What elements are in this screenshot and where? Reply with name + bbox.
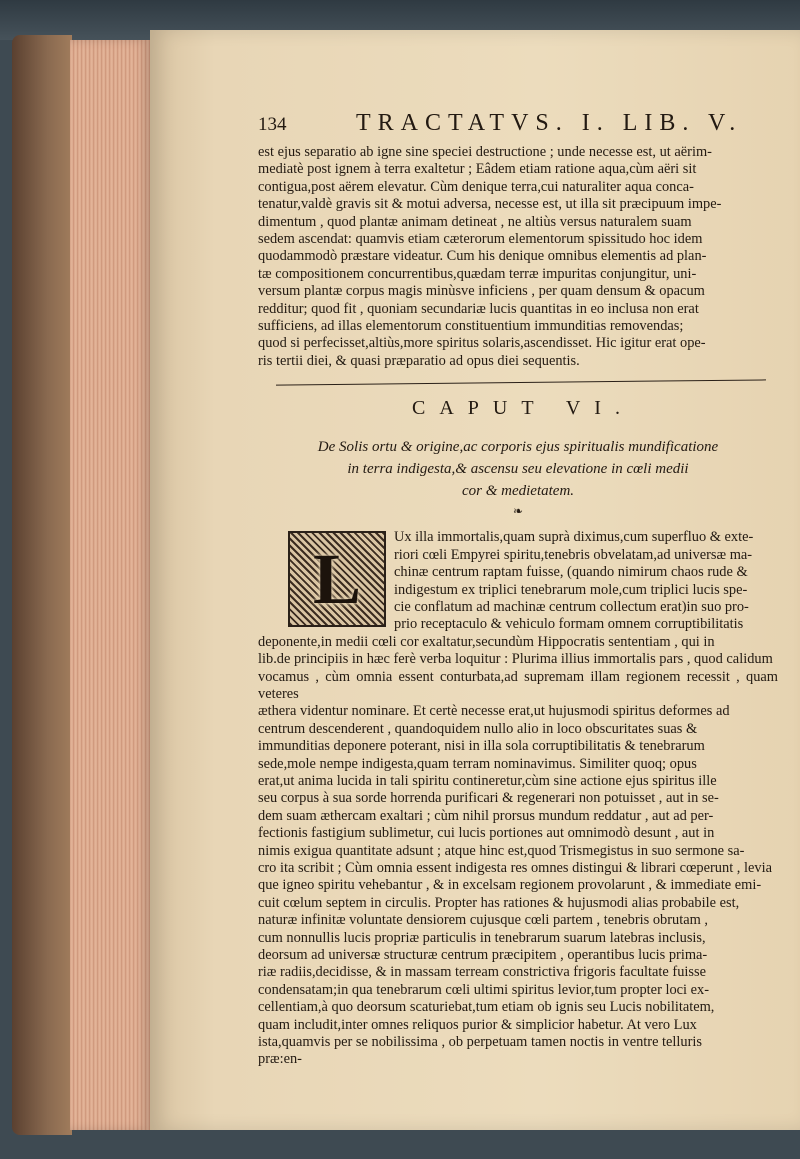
text-line: riori cœli Empyrei spiritu,tenebris obvelatam,ad universæ ma- — [394, 546, 753, 563]
page-header — [258, 110, 778, 144]
text-line: cie conflatum ad machinæ centrum collectum erat)in suo pro- — [394, 598, 749, 615]
text-line: cro ita scribit ; Cùm omnia essent indigesta res omnes distingui & librari cœperunt , levia — [258, 860, 772, 876]
text-line: cuit cœlum septem in circulis. Propter has rationes & hujusmodi alias probabile est, — [258, 894, 740, 911]
text-line: est ejus separatio ab igne sine speciei destructione ; unde necesse est, ut aërim- — [258, 144, 712, 160]
decorated-initial — [288, 531, 386, 627]
chapter-title — [258, 436, 778, 502]
text-line: dimentum , quod plantæ animam detineat , ne altiùs versus naturalem suam — [258, 213, 692, 230]
text-line: tæ compositionem concurrentibus,quædam terræ impuritas conjungitur, uni- — [258, 265, 697, 282]
text-line: riæ radiis,decidisse, & in massam terream constrictiva frigoris facultate fuisse — [258, 964, 706, 981]
book-binding — [12, 35, 72, 1135]
text-line: chinæ centrum raptam fuisse, (quando nimirum chaos rude & — [394, 564, 748, 581]
text-line: Ux illa immortalis,quam suprà diximus,cum superfluo & exte- — [394, 529, 754, 546]
text-line: indigestum ex triplici tenebrarum mole,cum triplici lucis spe- — [394, 581, 748, 598]
body-paragraph — [258, 529, 778, 1069]
text-line: lib.de principiis in hæc ferè verba loquitur : Plurima illius immortalis pars , quod calidum — [258, 651, 773, 668]
text-line: sedem ascendat: quamvis etiam cæterorum elementorum spissitudo hoc idem — [258, 231, 703, 248]
text-line: nimis exigua quantitate adsunt ; atque hinc est,quod Trismegistus in suo sermone sa- — [258, 842, 745, 859]
text-line: ris tertii diei, & quasi præparatio ad opus diei sequentis. — [258, 352, 580, 369]
text-line: quod si perfecisset,altiùs,more spiritus solaris,ascendisset. Hic igitur erat ope- — [258, 335, 706, 352]
text-line: seu corpus à sua sorde horrenda purificari & regenerari non potuisset , aut in se- — [258, 790, 719, 807]
page-content — [258, 110, 778, 1069]
text-line: redditur; quod fit , quoniam secundariæ lucis quantitas in eo inclusa non erat — [258, 300, 699, 317]
text-line: fectionis fastigium sublimetur, cui lucis portiones aut omnimodò desunt , aut in — [258, 825, 715, 842]
initial-letter: L — [312, 538, 362, 619]
text-line: cum nonnullis lucis propriæ particulis in tenebrarum suarum latebras inclusis, — [258, 929, 706, 946]
text-line: sede,mole nempe indigesta,quam terram nominavimus. Similiter quoq; opus — [258, 755, 697, 772]
chapter-heading: CAPUT VI. — [412, 397, 634, 420]
text-line: tenatur,valdè gravis sit & motui adversa, necesse est, ut illa sit præcipuum impe- — [258, 196, 722, 213]
text-line: centrum descenderent , quandoquidem nullo alio in loco obscuritates suas & — [258, 720, 698, 737]
chapter-title-line: in terra indigesta,& ascensu seu elevatione in cœli medii — [347, 461, 689, 478]
text-line: deponente,in medii cœli cor exaltatur,secundùm Hippocratis sententiam , qui in — [258, 633, 715, 650]
text-line: immunditias deponere poterant, nisi in illa sola corruptibilitatis & tenebrarum — [258, 738, 705, 755]
text-line: quam includit,inter omnes reliquos purior & simplicior habetur. At vero Lux — [258, 1016, 697, 1033]
running-head: TRACTATVS. I. LIB. V. — [356, 110, 743, 136]
section-rule — [276, 380, 766, 386]
chapter-title-line: De Solis ortu & origine,ac corporis ejus spiritualis mundificatione — [317, 439, 719, 456]
intro-paragraph — [258, 144, 778, 370]
text-line: contigua,post aërem elevatur. Cùm denique terra,cui naturaliter aqua conca- — [258, 178, 694, 195]
page-number: 134 — [258, 114, 287, 135]
text-line: deorsum ad universæ structuræ centrum præcipitem , operantibus lucis prima- — [258, 947, 708, 964]
text-line: cellentiam,à quo deorsum scaturiebat,tum etiam ob ignis seu Lucis nobilitatem, — [258, 999, 715, 1016]
text-line: ista,quamvis per se nobilissima , ob perpetuam tamen noctis in ventre telluris — [258, 1034, 703, 1051]
ornament-icon: ❧ — [512, 504, 524, 519]
text-line: erat,ut anima lucida in tali spiritu contineretur,cùm sine actione ejus spiritus ille — [258, 772, 717, 789]
text-line: versum plantæ corpus magis minùsve inficiens , per quam densum & opacum — [258, 283, 705, 300]
text-line: præ:en- — [258, 1051, 302, 1068]
text-line: vocamus , cùm omnia essent conturbata,ad supremam illam regionem recessit , quam veteres — [258, 668, 778, 702]
text-line: quodammodò præstare videatur. Cum his denique omnibus elementis ad plan- — [258, 248, 707, 265]
text-line: sufficiens, ad illas elementorum constituentium immunditias removendas; — [258, 318, 684, 335]
text-line: mediatè post ignem à terra exaltetur ; Eâdem etiam ratione aqua,cùm aëri sit — [258, 161, 697, 178]
page-edges — [70, 40, 150, 1130]
text-line: æthera videntur nominare. Et certè necesse erat,ut hujusmodi spiritus deformes ad — [258, 703, 730, 720]
text-line: que igneo spiritu vehebantur , & in excelsam regionem provolarunt , & immediate emi- — [258, 877, 762, 894]
chapter-title-line: cor & medietatem. — [461, 483, 575, 500]
text-line: dem suam æthercam exaltari ; cùm nihil prorsus mundum reddatur , aut ad per- — [258, 807, 714, 824]
text-line: prio receptaculo & vehiculo formam omnem corruptibilitatis — [394, 616, 744, 633]
text-line: condensatam;in qua tenebrarum cœli ultimi spiritus levior,tum propter loci ex- — [258, 981, 710, 998]
text-line: naturæ infinitæ voluntate densiorem cujusque cœli partem , tenebris obrutam , — [258, 912, 709, 929]
